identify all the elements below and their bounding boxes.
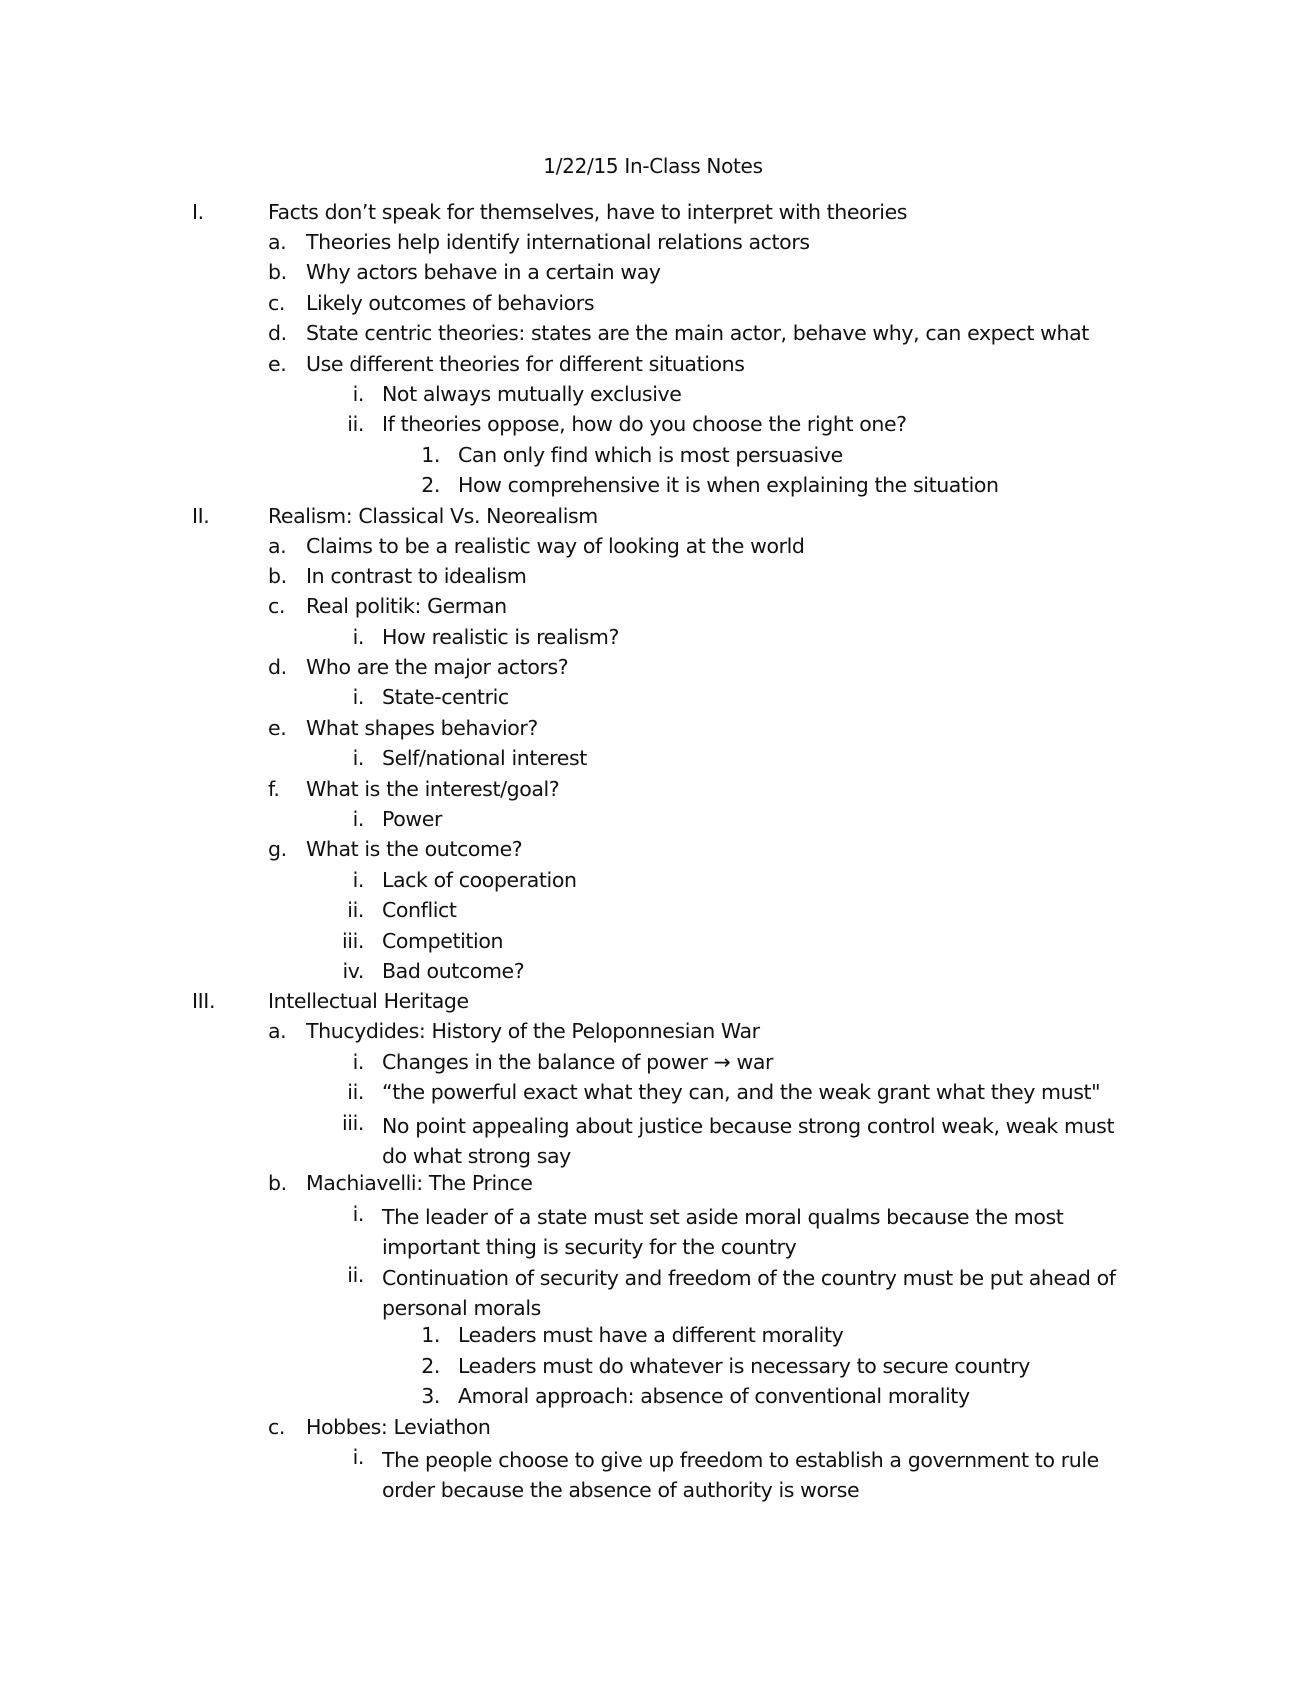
outline-text: The people choose to give up freedom to establish a government to rule order because the absence of authority is worse: [382, 1447, 1099, 1502]
outline-marker: i.: [352, 381, 364, 406]
outline-text: Likely outcomes of behaviors: [306, 290, 595, 315]
outline-text: Thucydides: History of the Peloponnesian War: [306, 1019, 760, 1044]
outline-text: Power: [382, 807, 442, 832]
outline-marker: ii.: [347, 412, 364, 437]
outline-text: Competition: [382, 928, 504, 953]
outline-item-level-3: [0, 1111, 1306, 1172]
outline-text: Conflict: [382, 898, 457, 923]
outline-item-level-3: [0, 1050, 1306, 1080]
outline-text: Self/national interest: [382, 746, 587, 771]
outline-item-level-3: [0, 382, 1306, 412]
outline-item-level-2: [0, 1019, 1306, 1049]
outline-text: What is the interest/goal?: [306, 776, 560, 801]
outline-marker: III.: [192, 989, 216, 1014]
outline-text: Facts don’t speak for themselves, have to interpret with theories: [268, 200, 908, 224]
outline-item-level-1: [0, 504, 1306, 534]
outline-marker: a.: [268, 1019, 287, 1044]
outline-item-level-3: [0, 807, 1306, 837]
outline-item-level-2: [0, 321, 1306, 351]
outline-marker: f.: [268, 776, 280, 801]
outline-marker: g.: [268, 837, 287, 862]
outline-marker: e.: [268, 715, 287, 740]
outline-item-level-2: [0, 777, 1306, 807]
outline-item-level-3: [0, 746, 1306, 776]
outline-text: “the powerful exact what they can, and the weak grant what they must": [382, 1080, 1101, 1105]
outline-text: Why actors behave in a certain way: [306, 260, 661, 285]
outline-marker: i.: [352, 624, 364, 649]
outline-marker: i.: [352, 685, 364, 710]
outline-item-level-3: [0, 929, 1306, 959]
outline-marker: i.: [352, 867, 364, 892]
outline-marker: b.: [268, 563, 287, 588]
outline-item-level-2: [0, 716, 1306, 746]
outline-item-level-3: [0, 685, 1306, 715]
outline-item-level-2: [0, 564, 1306, 594]
outline-item-level-2: [0, 230, 1306, 260]
outline-marker: 1.: [421, 442, 440, 467]
outline-item-level-4: [0, 1323, 1306, 1353]
outline-item-level-3: [0, 625, 1306, 655]
outline-text: No point appealing about justice because strong control weak, weak must do what strong say: [382, 1113, 1115, 1168]
outline-item-level-4: [0, 1384, 1306, 1414]
outline-text: Bad outcome?: [382, 958, 525, 983]
page-title: 1/22/15 In-Class Notes: [543, 154, 763, 178]
outline-marker: i.: [352, 1201, 364, 1226]
notes-outline: [0, 200, 1306, 1506]
outline-text: Can only find which is most persuasive: [458, 442, 843, 467]
outline-marker: iv.: [342, 958, 364, 983]
outline-item-level-3: [0, 1202, 1306, 1263]
outline-item-level-2: [0, 837, 1306, 867]
outline-marker: I.: [192, 200, 204, 224]
outline-marker: c.: [268, 1414, 285, 1439]
outline-text: Use different theories for different situations: [306, 351, 745, 376]
outline-text: Real politik: German: [306, 594, 507, 619]
outline-text: In contrast to idealism: [306, 563, 527, 588]
outline-marker: 2.: [421, 1353, 440, 1378]
outline-text: Continuation of security and freedom of the country must be put ahead of personal morals: [382, 1265, 1116, 1320]
outline-item-level-2: [0, 1415, 1306, 1445]
outline-marker: c.: [268, 290, 285, 315]
outline-marker: 3.: [421, 1384, 440, 1409]
outline-marker: a.: [268, 533, 287, 558]
outline-item-level-2: [0, 594, 1306, 624]
outline-text: Leaders must do whatever is necessary to secure country: [458, 1353, 1030, 1378]
outline-text: Leaders must have a different morality: [458, 1323, 844, 1348]
outline-marker: d.: [268, 321, 287, 346]
outline-text: Theories help identify international relations actors: [306, 230, 810, 254]
outline-item-level-2: [0, 1171, 1306, 1201]
outline-item-level-3: [0, 959, 1306, 989]
outline-item-level-4: [0, 443, 1306, 473]
outline-marker: iii.: [341, 1110, 364, 1135]
outline-marker: b.: [268, 260, 287, 285]
outline-marker: II.: [192, 503, 210, 528]
outline-marker: i.: [352, 746, 364, 771]
outline-text: What is the outcome?: [306, 837, 523, 862]
outline-text: What shapes behavior?: [306, 715, 538, 740]
outline-item-level-1: [0, 200, 1306, 230]
outline-item-level-3: [0, 898, 1306, 928]
outline-marker: i.: [352, 1049, 364, 1074]
outline-item-level-2: [0, 260, 1306, 290]
outline-marker: i.: [352, 1444, 364, 1469]
outline-item-level-4: [0, 1354, 1306, 1384]
outline-marker: c.: [268, 594, 285, 619]
outline-text: State-centric: [382, 685, 509, 710]
outline-text: How comprehensive it is when explaining the situation: [458, 473, 999, 498]
outline-text: Claims to be a realistic way of looking at the world: [306, 533, 805, 558]
outline-item-level-2: [0, 534, 1306, 564]
outline-marker: ii.: [347, 1080, 364, 1105]
outline-text: Hobbes: Leviathon: [306, 1414, 491, 1439]
outline-marker: ii.: [347, 1262, 364, 1287]
outline-text: How realistic is realism?: [382, 624, 619, 649]
outline-text: Lack of cooperation: [382, 867, 577, 892]
outline-item-level-3: [0, 1080, 1306, 1110]
outline-item-level-2: [0, 655, 1306, 685]
outline-item-level-2: [0, 291, 1306, 321]
outline-text: Not always mutually exclusive: [382, 381, 682, 406]
outline-text: If theories oppose, how do you choose the right one?: [382, 412, 907, 437]
outline-text: Machiavelli: The Prince: [306, 1171, 533, 1196]
outline-text: Amoral approach: absence of conventional morality: [458, 1384, 970, 1409]
outline-text: Who are the major actors?: [306, 655, 569, 680]
outline-item-level-3: [0, 1263, 1306, 1324]
outline-marker: ii.: [347, 898, 364, 923]
outline-marker: a.: [268, 230, 287, 254]
outline-marker: i.: [352, 807, 364, 832]
outline-text: State centric theories: states are the main actor, behave why, can expect what: [306, 321, 1089, 346]
outline-text: Changes in the balance of power → war: [382, 1049, 774, 1074]
outline-item-level-1: [0, 989, 1306, 1019]
outline-marker: 1.: [421, 1323, 440, 1348]
outline-marker: b.: [268, 1171, 287, 1196]
outline-item-level-3: [0, 868, 1306, 898]
outline-item-level-3: [0, 1445, 1306, 1506]
outline-marker: iii.: [341, 928, 364, 953]
outline-text: Realism: Classical Vs. Neorealism: [268, 503, 598, 528]
outline-item-level-3: [0, 412, 1306, 442]
outline-text: The leader of a state must set aside moral qualms because the most important thing is security for the country: [382, 1204, 1064, 1259]
outline-marker: e.: [268, 351, 287, 376]
outline-item-level-4: [0, 473, 1306, 503]
outline-marker: 2.: [421, 473, 440, 498]
outline-marker: d.: [268, 655, 287, 680]
outline-text: Intellectual Heritage: [268, 989, 469, 1014]
outline-item-level-2: [0, 352, 1306, 382]
